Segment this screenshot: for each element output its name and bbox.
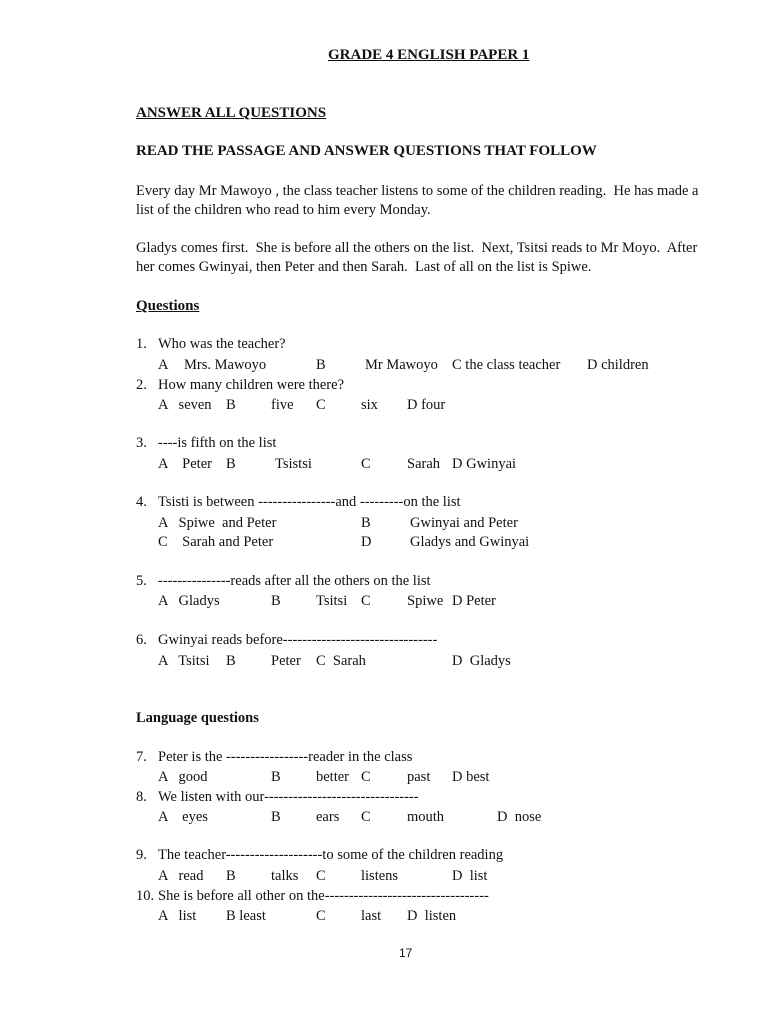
question-number: 4. bbox=[136, 494, 147, 510]
option-a: A list bbox=[158, 908, 197, 924]
option-b-letter: B bbox=[226, 653, 236, 669]
question-number: 2. bbox=[136, 377, 147, 393]
option-c-text: Spiwe bbox=[407, 593, 444, 609]
question-number: 10. bbox=[136, 888, 155, 904]
option-b-text: Tsistsi bbox=[275, 456, 312, 472]
question-text: The teacher--------------------to some of the children reading bbox=[158, 847, 504, 863]
option-d-text: Gladys and Gwinyai bbox=[410, 534, 530, 550]
option-b-text: five bbox=[271, 397, 294, 413]
option-c-letter: C bbox=[316, 908, 326, 924]
option-b: B least bbox=[226, 908, 266, 924]
option-d: D best bbox=[452, 769, 490, 785]
language-questions-heading: Language questions bbox=[136, 710, 259, 726]
option-c-text: six bbox=[361, 397, 378, 413]
instruction-answer-all: ANSWER ALL QUESTIONS bbox=[136, 105, 327, 121]
passage-line: list of the children who read to him every Monday. bbox=[136, 202, 431, 218]
option-a-text: Mrs. Mawoyo bbox=[184, 357, 267, 373]
option-a: A Tsitsi bbox=[158, 653, 210, 669]
option-c: C Sarah and Peter bbox=[158, 534, 274, 550]
question-text: Gwinyai reads before-------------------------------- bbox=[158, 632, 438, 648]
option-d: D list bbox=[452, 868, 488, 884]
option-b-letter: B bbox=[271, 809, 281, 825]
option-a: A seven bbox=[158, 397, 212, 413]
question-text: How many children were there? bbox=[158, 377, 345, 393]
question-text: Who was the teacher? bbox=[158, 336, 286, 352]
option-a: A Peter bbox=[158, 456, 212, 472]
question-text: Tsisti is between ----------------and ---------on the list bbox=[158, 494, 461, 510]
instruction-read-passage: READ THE PASSAGE AND ANSWER QUESTIONS THAT FOLLOW bbox=[136, 143, 597, 159]
question-number: 5. bbox=[136, 573, 147, 589]
question-text: ----is fifth on the list bbox=[158, 435, 277, 451]
option-d: D children bbox=[587, 357, 649, 373]
option-b-letter: B bbox=[226, 868, 236, 884]
option-b-text: Tsitsi bbox=[316, 593, 348, 609]
option-c-text: listens bbox=[361, 868, 399, 884]
option-c: C Sarah bbox=[316, 653, 366, 669]
option-a: A Spiwe and Peter bbox=[158, 515, 277, 531]
option-b-letter: B bbox=[271, 769, 281, 785]
question-text: She is before all other on the---------------------------------- bbox=[158, 888, 489, 904]
option-b-text: ears bbox=[316, 809, 340, 825]
option-c-letter: C bbox=[316, 397, 326, 413]
option-b-text: talks bbox=[271, 868, 299, 884]
option-d: D Gwinyai bbox=[452, 456, 517, 472]
question-number: 7. bbox=[136, 749, 147, 765]
question-number: 6. bbox=[136, 632, 147, 648]
option-b-letter: B bbox=[361, 515, 371, 531]
page-number: 17 bbox=[399, 946, 413, 960]
option-b-letter: B bbox=[226, 456, 236, 472]
option-b-letter: B bbox=[316, 357, 326, 373]
page-title: GRADE 4 ENGLISH PAPER 1 bbox=[328, 47, 530, 63]
option-c-letter: C bbox=[361, 593, 371, 609]
questions-heading: Questions bbox=[136, 298, 200, 314]
option-c-text: mouth bbox=[407, 809, 445, 825]
option-d: D Gladys bbox=[452, 653, 511, 669]
option-c-letter: C bbox=[316, 868, 326, 884]
option-a: A Gladys bbox=[158, 593, 220, 609]
option-a: A good bbox=[158, 769, 208, 785]
option-d: D listen bbox=[407, 908, 457, 924]
option-b-text: better bbox=[316, 769, 350, 785]
passage-line: Gladys comes first. She is before all the others on the list. Next, Tsitsi reads to Mr Moyo. After bbox=[136, 240, 698, 256]
question-number: 9. bbox=[136, 847, 147, 863]
option-d-letter: D bbox=[361, 534, 372, 550]
option-b-letter: B bbox=[271, 593, 281, 609]
option-d: D nose bbox=[497, 809, 542, 825]
option-b-letter: B bbox=[226, 397, 236, 413]
option-c-letter: C bbox=[361, 769, 371, 785]
option-b-text: Peter bbox=[271, 653, 301, 669]
question-number: 8. bbox=[136, 789, 147, 805]
option-c-text: last bbox=[361, 908, 382, 924]
question-number: 1. bbox=[136, 336, 147, 352]
option-b-text: Mr Mawoyo bbox=[365, 357, 438, 373]
option-a: A read bbox=[158, 868, 204, 884]
question-number: 3. bbox=[136, 435, 147, 451]
option-b-text: Gwinyai and Peter bbox=[410, 515, 518, 531]
passage-line: her comes Gwinyai, then Peter and then Sarah. Last of all on the list is Spiwe. bbox=[136, 259, 592, 275]
option-a: A eyes bbox=[158, 809, 208, 825]
passage-line: Every day Mr Mawoyo , the class teacher listens to some of the children reading. He has made a bbox=[136, 183, 699, 199]
option-a-letter: A bbox=[158, 357, 169, 373]
question-text: ---------------reads after all the others on the list bbox=[158, 573, 431, 589]
question-text: Peter is the -----------------reader in the class bbox=[158, 749, 413, 765]
option-c-letter: C bbox=[361, 456, 371, 472]
question-text: We listen with our-------------------------------- bbox=[158, 789, 419, 805]
option-d: D four bbox=[407, 397, 446, 413]
option-d: D Peter bbox=[452, 593, 496, 609]
option-c: C the class teacher bbox=[452, 357, 561, 373]
option-c-text: Sarah bbox=[407, 456, 441, 472]
option-c-text: past bbox=[407, 769, 431, 785]
option-c-letter: C bbox=[361, 809, 371, 825]
